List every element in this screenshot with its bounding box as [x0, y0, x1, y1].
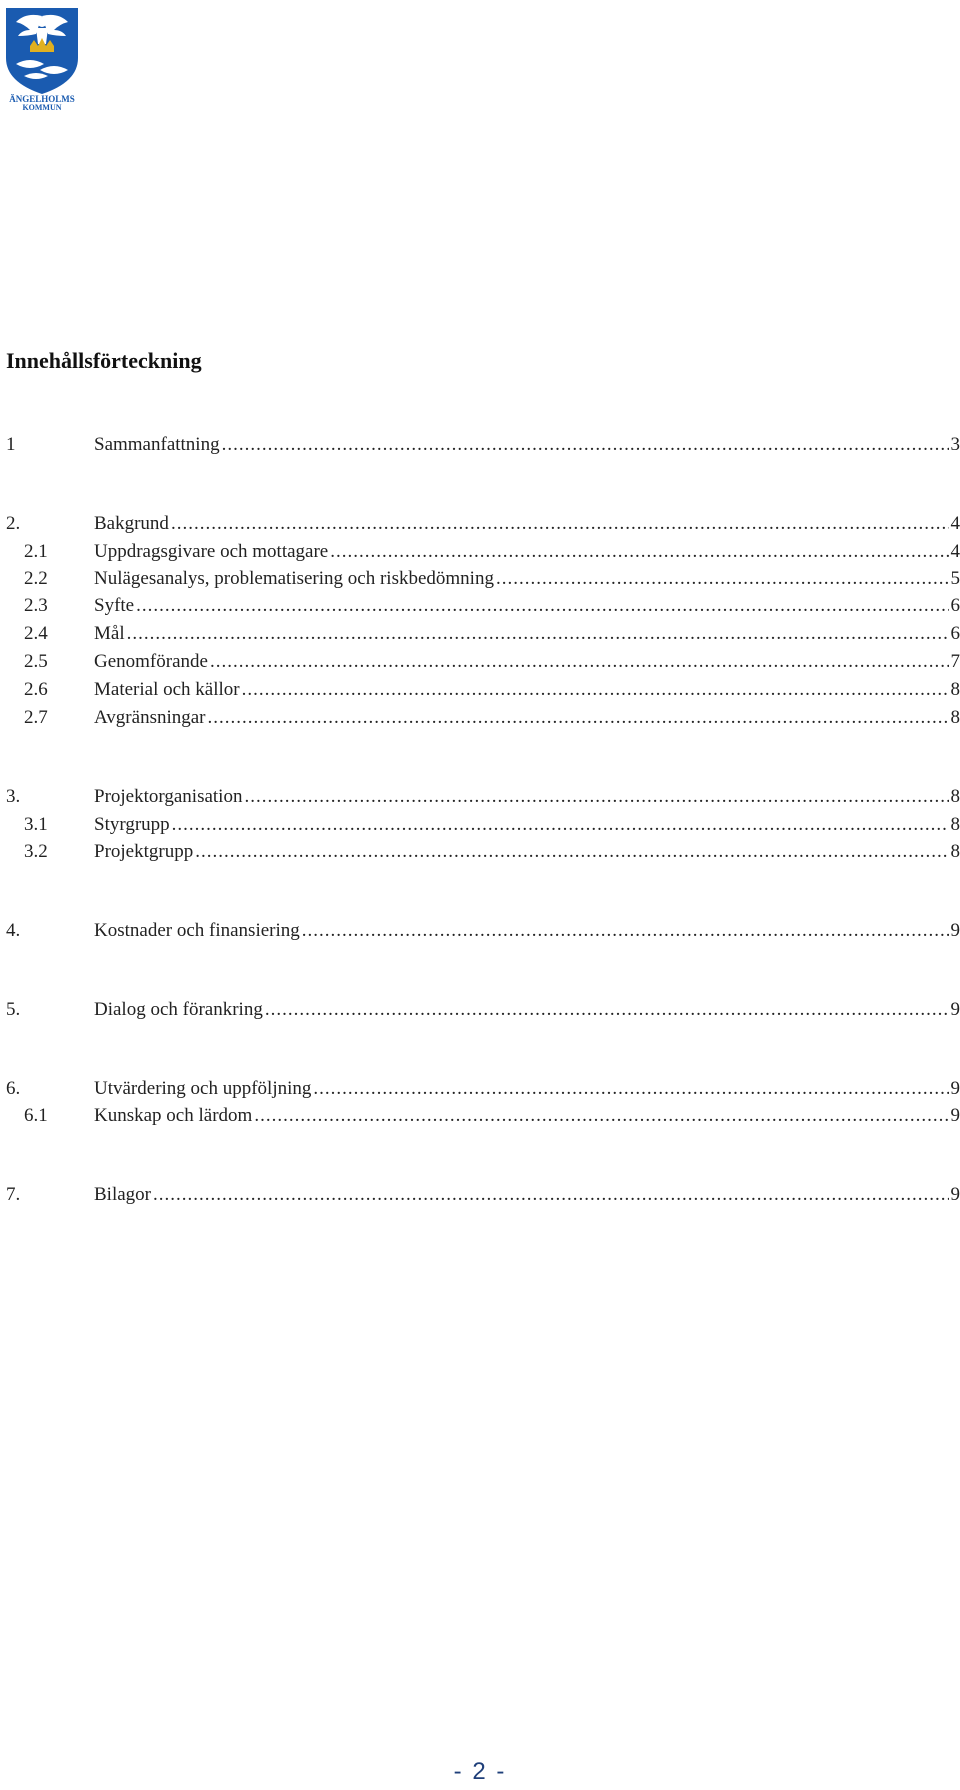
- toc-entry[interactable]: [6, 998, 960, 1022]
- toc-entry-page: 9: [950, 999, 960, 1020]
- toc-entry-page: 8: [950, 707, 960, 728]
- toc-entry-page: 9: [950, 1078, 960, 1099]
- toc-entry-label: Bakgrund: [94, 513, 169, 534]
- toc-entry-page: 4: [950, 541, 960, 562]
- toc-entry-label: Projektgrupp: [94, 841, 194, 862]
- toc-entry-number: 6.: [6, 1078, 21, 1099]
- toc-entry-label: Styrgrupp: [94, 814, 170, 835]
- page-number: - 2 -: [453, 1758, 507, 1785]
- toc-entry-number: 7.: [6, 1184, 21, 1205]
- toc-entry-label: Kostnader och finansiering: [94, 920, 300, 941]
- toc-entry[interactable]: [6, 512, 960, 536]
- toc-entry-label: Kunskap och lärdom: [94, 1105, 253, 1126]
- toc-entry-number: 2.6: [24, 679, 48, 700]
- toc-entry-page: 9: [950, 1184, 960, 1205]
- toc-entry[interactable]: [6, 650, 960, 674]
- toc-entry-page: 6: [950, 623, 960, 644]
- toc-entry-page: 3: [950, 434, 960, 455]
- toc-entry[interactable]: [6, 540, 960, 564]
- toc-dot-leader: [244, 785, 948, 809]
- toc-entry-number: 2.7: [24, 707, 48, 728]
- toc-entry[interactable]: [6, 1104, 960, 1128]
- toc-dot-leader: [496, 567, 949, 591]
- toc-dot-leader: [254, 1104, 948, 1128]
- toc-entry-number: 2.1: [24, 541, 48, 562]
- toc-entry-number: 2.: [6, 513, 21, 534]
- toc-entry[interactable]: [6, 919, 960, 943]
- toc-entry-page: 8: [950, 679, 960, 700]
- toc-entry[interactable]: [6, 622, 960, 646]
- toc-entry-label: Dialog och förankring: [94, 999, 263, 1020]
- toc-entry-number: 2.2: [24, 568, 48, 589]
- toc-entry-number: 6.1: [24, 1105, 48, 1126]
- toc-entry-number: 3.: [6, 786, 21, 807]
- toc-entry-number: 2.4: [24, 623, 48, 644]
- toc-dot-leader: [330, 540, 948, 564]
- toc-entry[interactable]: [6, 840, 960, 864]
- toc-entry-page: 9: [950, 920, 960, 941]
- toc-entry-page: 6: [950, 595, 960, 616]
- toc-entry-label: Syfte: [94, 595, 135, 616]
- toc-entry-number: 2.3: [24, 595, 48, 616]
- toc-entry-label: Material och källor: [94, 679, 240, 700]
- toc-entry-page: 8: [950, 786, 960, 807]
- coat-of-arms-icon: [4, 6, 80, 110]
- toc-dot-leader: [208, 706, 949, 730]
- toc-entry-page: 5: [950, 568, 960, 589]
- toc-title: Innehållsförteckning: [6, 348, 202, 373]
- toc-entry[interactable]: [6, 706, 960, 730]
- toc-entry[interactable]: [6, 567, 960, 591]
- toc-entry[interactable]: [6, 433, 960, 457]
- toc-entry-label: Utvärdering och uppföljning: [94, 1078, 312, 1099]
- toc-dot-leader: [171, 512, 949, 536]
- municipality-logo: [4, 6, 80, 110]
- toc-entry-number: 3.2: [24, 841, 48, 862]
- toc-entry[interactable]: [6, 1183, 960, 1207]
- toc-dot-leader: [222, 433, 949, 457]
- toc-entry-page: 7: [950, 651, 960, 672]
- toc-entry-number: 5.: [6, 999, 21, 1020]
- toc-entry-page: 4: [950, 513, 960, 534]
- toc-dot-leader: [313, 1077, 948, 1101]
- svg-text:ÄNGELHOLMS: ÄNGELHOLMS: [9, 94, 75, 104]
- toc-entry-label: Nulägesanalys, problematisering och riskbedömning: [94, 568, 494, 589]
- toc-dot-leader: [136, 594, 948, 618]
- toc-dot-leader: [210, 650, 949, 674]
- toc-entry-number: 2.5: [24, 651, 48, 672]
- toc-dot-leader: [302, 919, 949, 943]
- toc-entry-label: Mål: [94, 623, 125, 644]
- toc-entry-label: Avgränsningar: [94, 707, 206, 728]
- svg-text:KOMMUN: KOMMUN: [22, 103, 62, 110]
- toc-dot-leader: [265, 998, 949, 1022]
- toc-entry-label: Projektorganisation: [94, 786, 243, 807]
- toc-entry-label: Genomförande: [94, 651, 208, 672]
- toc-entry[interactable]: [6, 813, 960, 837]
- toc-entry-page: 9: [950, 1105, 960, 1126]
- toc-dot-leader: [127, 622, 949, 646]
- toc-entry-number: 4.: [6, 920, 21, 941]
- toc-entry-number: 1: [6, 434, 16, 455]
- toc-entry[interactable]: [6, 1077, 960, 1101]
- toc-entry-number: 3.1: [24, 814, 48, 835]
- toc-dot-leader: [153, 1183, 949, 1207]
- toc-entry-label: Sammanfattning: [94, 434, 220, 455]
- toc-dot-leader: [195, 840, 948, 864]
- toc-entry-page: 8: [950, 841, 960, 862]
- toc-dot-leader: [242, 678, 949, 702]
- toc-entry[interactable]: [6, 678, 960, 702]
- toc-entry[interactable]: [6, 594, 960, 618]
- toc-entry[interactable]: [6, 785, 960, 809]
- toc-entry-label: Bilagor: [94, 1184, 151, 1205]
- toc-dot-leader: [172, 813, 949, 837]
- toc-entry-label: Uppdragsgivare och mottagare: [94, 541, 329, 562]
- toc-entry-page: 8: [950, 814, 960, 835]
